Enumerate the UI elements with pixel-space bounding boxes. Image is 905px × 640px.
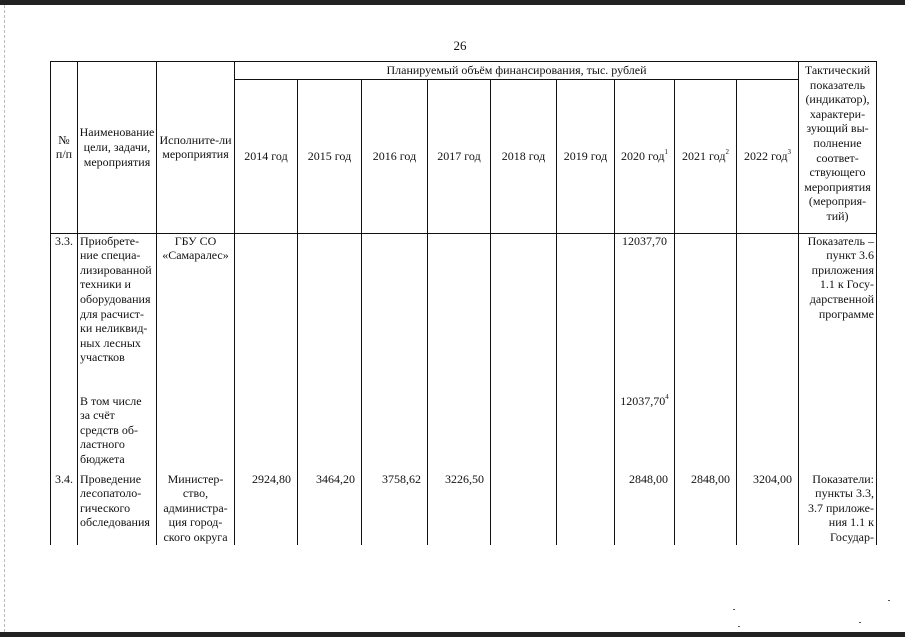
row-executor (157, 394, 235, 470)
header-funding-group: Планируемый объём финансирования, тыс. рублей (235, 62, 799, 80)
row-value: 12037,70 (615, 233, 675, 394)
header-year: 2019 год (557, 79, 615, 233)
row-value: 2848,00 (615, 470, 675, 545)
header-num: № п/п (51, 62, 78, 234)
header-year: 2020 год$^1$ (615, 79, 675, 233)
row-indicator: Показатель – пункт 3.6 приложения 1.1 к Госу-дарственной программе (799, 233, 877, 394)
row-value (737, 233, 799, 394)
scan-speck (738, 626, 740, 627)
row-executor: Министер-ство, администра-ция город-ского округа (157, 470, 235, 545)
row-value (362, 233, 428, 394)
scan-speck (733, 609, 735, 610)
row-value (362, 394, 428, 470)
row-name: Проведение лесопатоло-гического обследования (78, 470, 157, 545)
row-value (557, 233, 615, 394)
header-year: 2017 год (428, 79, 491, 233)
footnote-mark: 3 (787, 147, 791, 156)
header-indicator: Тактический показатель (индикатор), характери-зующий вы-полнение соответ-ствующего мероприятия (мероприя-тий) (799, 62, 877, 234)
header-year: 2016 год (362, 79, 428, 233)
table-row (51, 394, 877, 470)
top-border (0, 0, 905, 5)
row-value (491, 233, 557, 394)
row-value: 3204,00 (737, 470, 799, 545)
row-value (235, 233, 298, 394)
row-value (235, 394, 298, 470)
row-value: 12037,70$^4$ (615, 394, 675, 470)
row-value: 3758,62 (362, 470, 428, 545)
row-number: 3.4. (51, 470, 78, 545)
row-value (737, 394, 799, 470)
header-year: 2021 год$^2$ (675, 79, 737, 233)
footnote-mark: 1 (664, 147, 668, 156)
footnote-mark: 4 (665, 392, 669, 401)
footnote-mark: 2 (725, 147, 729, 156)
row-value (557, 470, 615, 545)
row-indicator (799, 394, 877, 470)
header-year: 2018 год (491, 79, 557, 233)
financing-table (50, 61, 877, 545)
row-number: 3.3. (51, 233, 78, 394)
row-value (675, 233, 737, 394)
row-indicator: Показатели: пункты 3.3, 3.7 приложе-ния 1.1 к Государ- (799, 470, 877, 545)
row-value: 3226,50 (428, 470, 491, 545)
header-year: 2014 год (235, 79, 298, 233)
row-value (298, 233, 362, 394)
row-value: 3464,20 (298, 470, 362, 545)
row-value (428, 233, 491, 394)
row-value (298, 394, 362, 470)
bottom-border (0, 632, 905, 637)
header-executor: Исполните-ли мероприятия (157, 62, 235, 234)
table-row (51, 233, 877, 394)
row-executor: ГБУ СО «Самаралес» (157, 233, 235, 394)
row-value: 2924,80 (235, 470, 298, 545)
row-value: 2848,00 (675, 470, 737, 545)
scan-speck (859, 622, 861, 623)
row-value (491, 394, 557, 470)
page-number: 26 (453, 38, 467, 53)
table-row (51, 470, 877, 545)
row-value (428, 394, 491, 470)
row-value (675, 394, 737, 470)
header-year: 2022 год$^3$ (737, 79, 799, 233)
scan-edge (4, 5, 5, 632)
row-name: В том числе за счёт средств об-ластного бюджета (78, 394, 157, 470)
header-name: Наименование цели, задачи, мероприятия (78, 62, 157, 234)
row-value (557, 394, 615, 470)
row-number (51, 394, 78, 470)
scan-speck (888, 600, 890, 601)
row-name: Приобрете-ние специа-лизированной техники и оборудования для расчист-ки неликвид-ных лесных участков (78, 233, 157, 394)
row-value (491, 470, 557, 545)
header-year: 2015 год (298, 79, 362, 233)
